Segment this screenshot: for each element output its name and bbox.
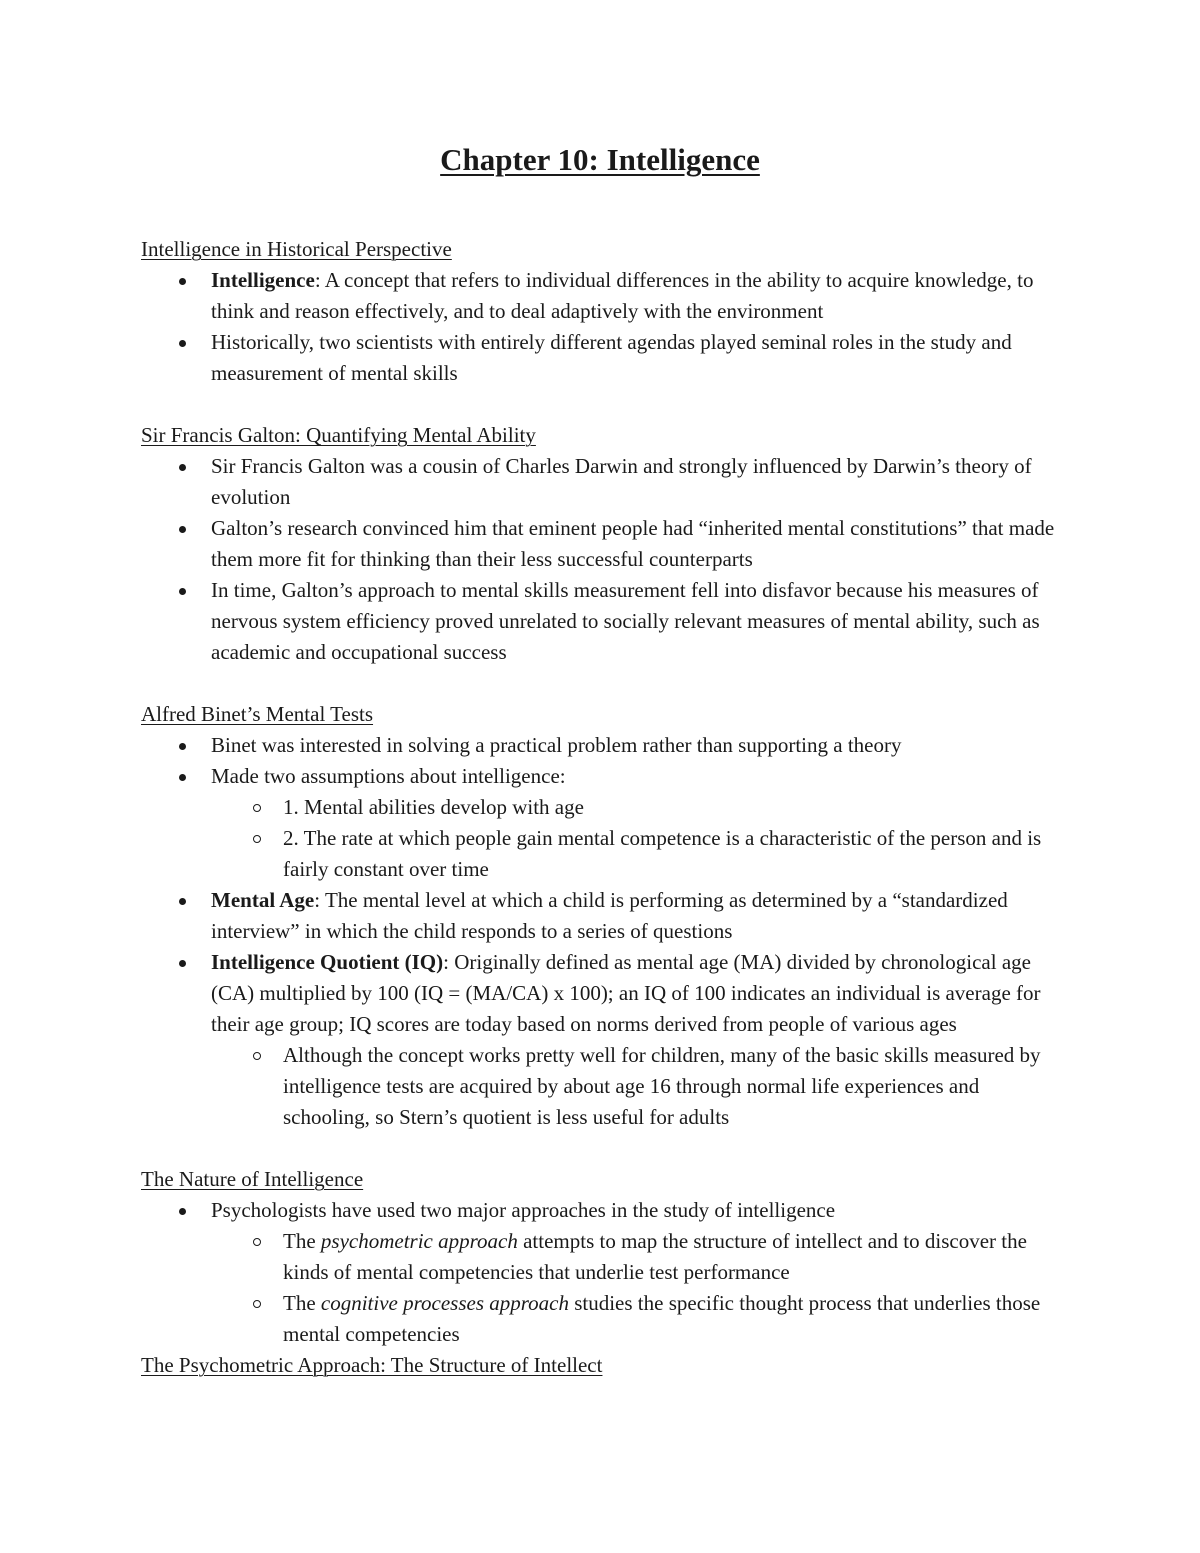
list-item: Sir Francis Galton was a cousin of Charles Darwin and strongly influenced by Darwin’s theory of evolution: [141, 451, 1071, 513]
document-body: [141, 234, 1071, 1381]
list-item: Historically, two scientists with entirely different agendas played seminal roles in the study and measurement of mental skills: [141, 327, 1071, 389]
text-run: attempts to map the structure of intellect and to discover the kinds of mental competencies that underlie test performance: [283, 1229, 1027, 1284]
sub-list-approaches: [211, 1226, 1071, 1350]
term-intelligence: Intelligence: [211, 268, 315, 292]
sub-list-item: [141, 1288, 1071, 1350]
term-cognitive-processes-approach: cognitive processes approach: [320, 1291, 569, 1315]
definition-text: : Originally defined as mental age (MA) divided by chronological age (CA) multiplied by 100 (IQ = (MA/CA) x 100); an IQ of 100 indicates an individual is average for their age group; IQ scores are today based on norms derived from people of various ages: [211, 950, 1041, 1036]
bullet-list-galton: [141, 451, 1071, 668]
list-item-text: Psychologists have used two major approaches in the study of intelligence: [211, 1198, 836, 1222]
sub-list-iq: [211, 1040, 1071, 1133]
list-item: Binet was interested in solving a practical problem rather than supporting a theory: [141, 730, 1071, 761]
sub-list-item: [141, 1226, 1071, 1288]
list-item: In time, Galton’s approach to mental skills measurement fell into disfavor because his measures of nervous system efficiency proved unrelated to socially relevant measures of mental ability, such as academic and occupational success: [141, 575, 1071, 668]
term-iq: Intelligence Quotient (IQ): [211, 950, 444, 974]
section-heading-galton: Sir Francis Galton: Quantifying Mental Ability: [141, 423, 536, 447]
list-item: [141, 761, 1071, 885]
section-heading-psychometric: The Psychometric Approach: The Structure of Intellect: [141, 1353, 603, 1377]
section-heading-binet: Alfred Binet’s Mental Tests: [141, 702, 374, 726]
list-item: [141, 885, 1071, 947]
bullet-list-historical: [141, 265, 1071, 389]
list-item: Galton’s research convinced him that eminent people had “inherited mental constitutions” that made them more fit for thinking than their less successful counterparts: [141, 513, 1071, 575]
bullet-list-nature: [141, 1195, 1071, 1350]
sub-list-item: 1. Mental abilities develop with age: [141, 792, 1071, 823]
list-item: [141, 265, 1071, 327]
definition-text: : The mental level at which a child is performing as determined by a “standardized interview” in which the child responds to a series of questions: [211, 888, 1008, 943]
text-run: The: [283, 1291, 321, 1315]
section-heading-nature: The Nature of Intelligence: [141, 1167, 364, 1191]
term-mental-age: Mental Age: [211, 888, 315, 912]
sub-list-item: 2. The rate at which people gain mental competence is a characteristic of the person and is fairly constant over time: [141, 823, 1071, 885]
list-item-text: Made two assumptions about intelligence:: [211, 764, 566, 788]
bullet-list-binet: [141, 730, 1071, 1133]
text-run: The: [283, 1229, 321, 1253]
sub-list-assumptions: [211, 792, 1071, 885]
definition-text: : A concept that refers to individual differences in the ability to acquire knowledge, to think and reason effectively, and to deal adaptively with the environment: [211, 268, 1034, 323]
sub-list-item: Although the concept works pretty well for children, many of the basic skills measured by intelligence tests are acquired by about age 16 through normal life experiences and schooling, so Stern’s quotient is less useful for adults: [141, 1040, 1071, 1133]
term-psychometric-approach: psychometric approach: [320, 1229, 518, 1253]
section-heading-historical: Intelligence in Historical Perspective: [141, 237, 452, 261]
list-item: [141, 1195, 1071, 1350]
page-title: Chapter 10: Intelligence: [440, 142, 760, 177]
text-run: studies the specific thought process that underlies those mental competencies: [283, 1291, 1041, 1346]
list-item: [141, 947, 1071, 1133]
